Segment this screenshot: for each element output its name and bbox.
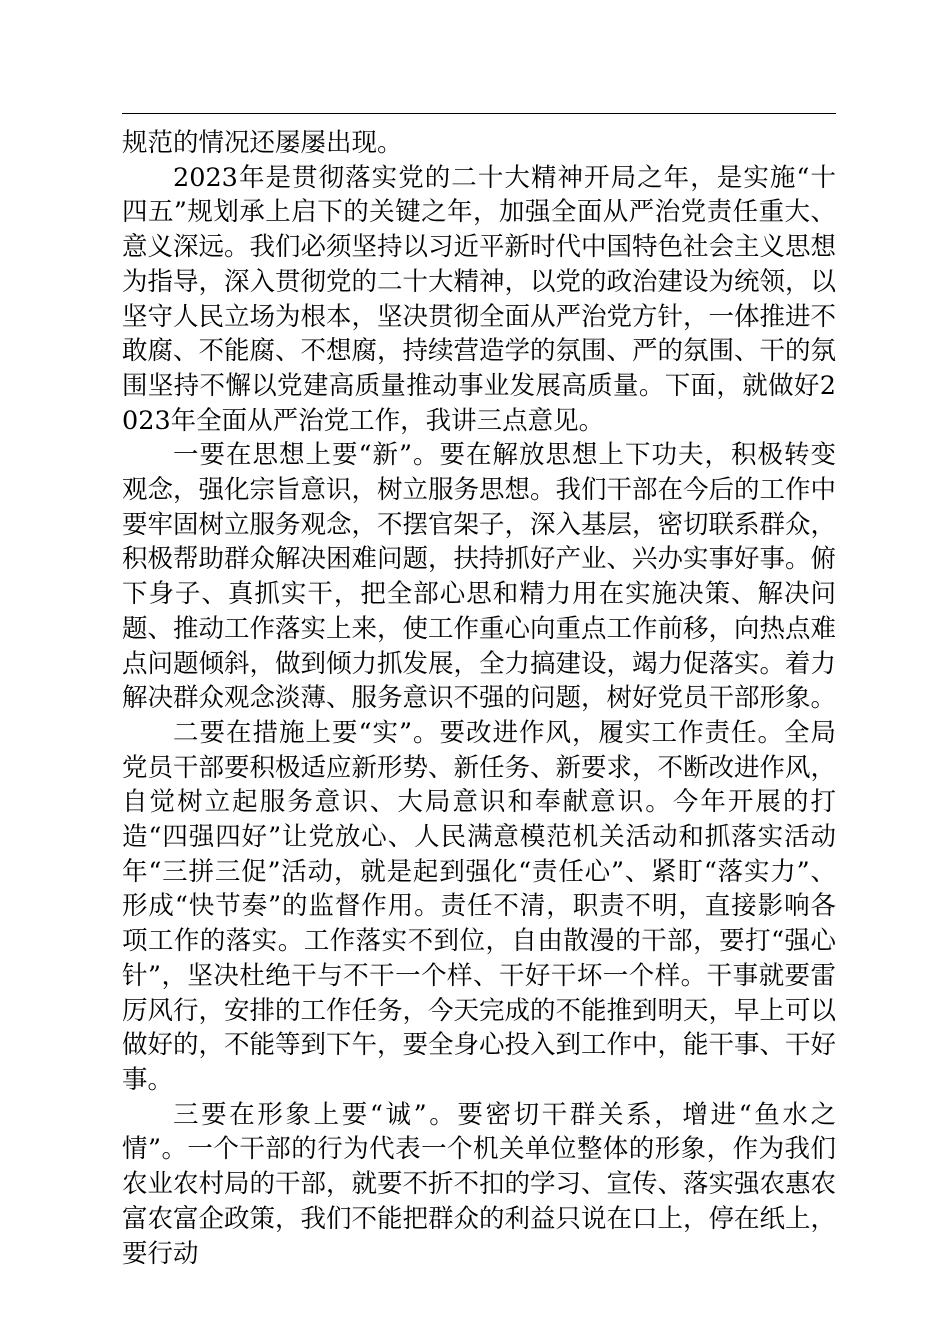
paragraph-continuation: 规范的情况还屡屡出现。 bbox=[122, 128, 403, 158]
paragraph-point-three: 三要在形象上要“诚”。要密切干群关系，增进“鱼水之情”。一个干部的行为代表一个机关单位整体的形象，作为我们农业农村局的干部，就要不折不扣的学习、宣传、落实强农惠农富农富企政策，我们不能把群众的利益只说在口上，停在纸上，要行动 bbox=[122, 1099, 837, 1269]
header-rule bbox=[122, 113, 836, 114]
paragraph-point-one: 一要在思想上要“新”。要在解放思想上下功夫，积极转变观念，强化宗旨意识，树立服务思想。我们干部在今后的工作中要牢固树立服务观念，不摆官架子，深入基层，密切联系群众，积极帮助群众解决困难问题，扶持抓好产业、兴办实事好事。俯下身子、真抓实干，把全部心思和精力用在实施决策、解决问题、推动工作落实上来，使工作重心向重点工作前移，向热点难点问题倾斜，做到倾力抓发展，全力搞建设，竭力促落实。着力解决群众观念淡薄、服务意识不强的问题，树好党员干部形象。 bbox=[122, 440, 837, 714]
paragraph-intro: 2023年是贯彻落实党的二十大精神开局之年，是实施“十四五”规划承上启下的关键之年，加强全面从严治党责任重大、意义深远。我们必须坚持以习近平新时代中国特色社会主义思想为指导，深入贯彻党的二十大精神，以党的政治建设为统领，以坚守人民立场为根本，坚决贯彻全面从严治党方针，一体推进不敢腐、不能腐、不想腐，持续营造学的氛围、严的氛围、干的氛围坚持不懈以党建高质量推动事业发展高质量。下面，就做好2023年全面从严治党工作，我讲三点意见。 bbox=[122, 162, 837, 436]
paragraph-point-two: 二要在措施上要“实”。要改进作风，履实工作责任。全局党员干部要积极适应新形势、新任务、新要求，不断改进作风，自觉树立起服务意识、大局意识和奉献意识。今年开展的打造“四强四好”让党放心、人民满意模范机关活动和抓落实活动年“三拼三促”活动，就是起到强化“责任心”、紧盯“落实力”、形成“快节奏”的监督作用。责任不清，职责不明，直接影响各项工作的落实。工作落实不到位，自由散漫的干部，要打“强心针”，坚决杜绝干与不干一个样、干好干坏一个样。干事就要雷厉风行，安排的工作任务，今天完成的不能推到明天，早上可以做好的，不能等到下午，要全身心投入到工作中，能干事、干好事。 bbox=[122, 717, 837, 1095]
document-body bbox=[122, 126, 836, 1271]
